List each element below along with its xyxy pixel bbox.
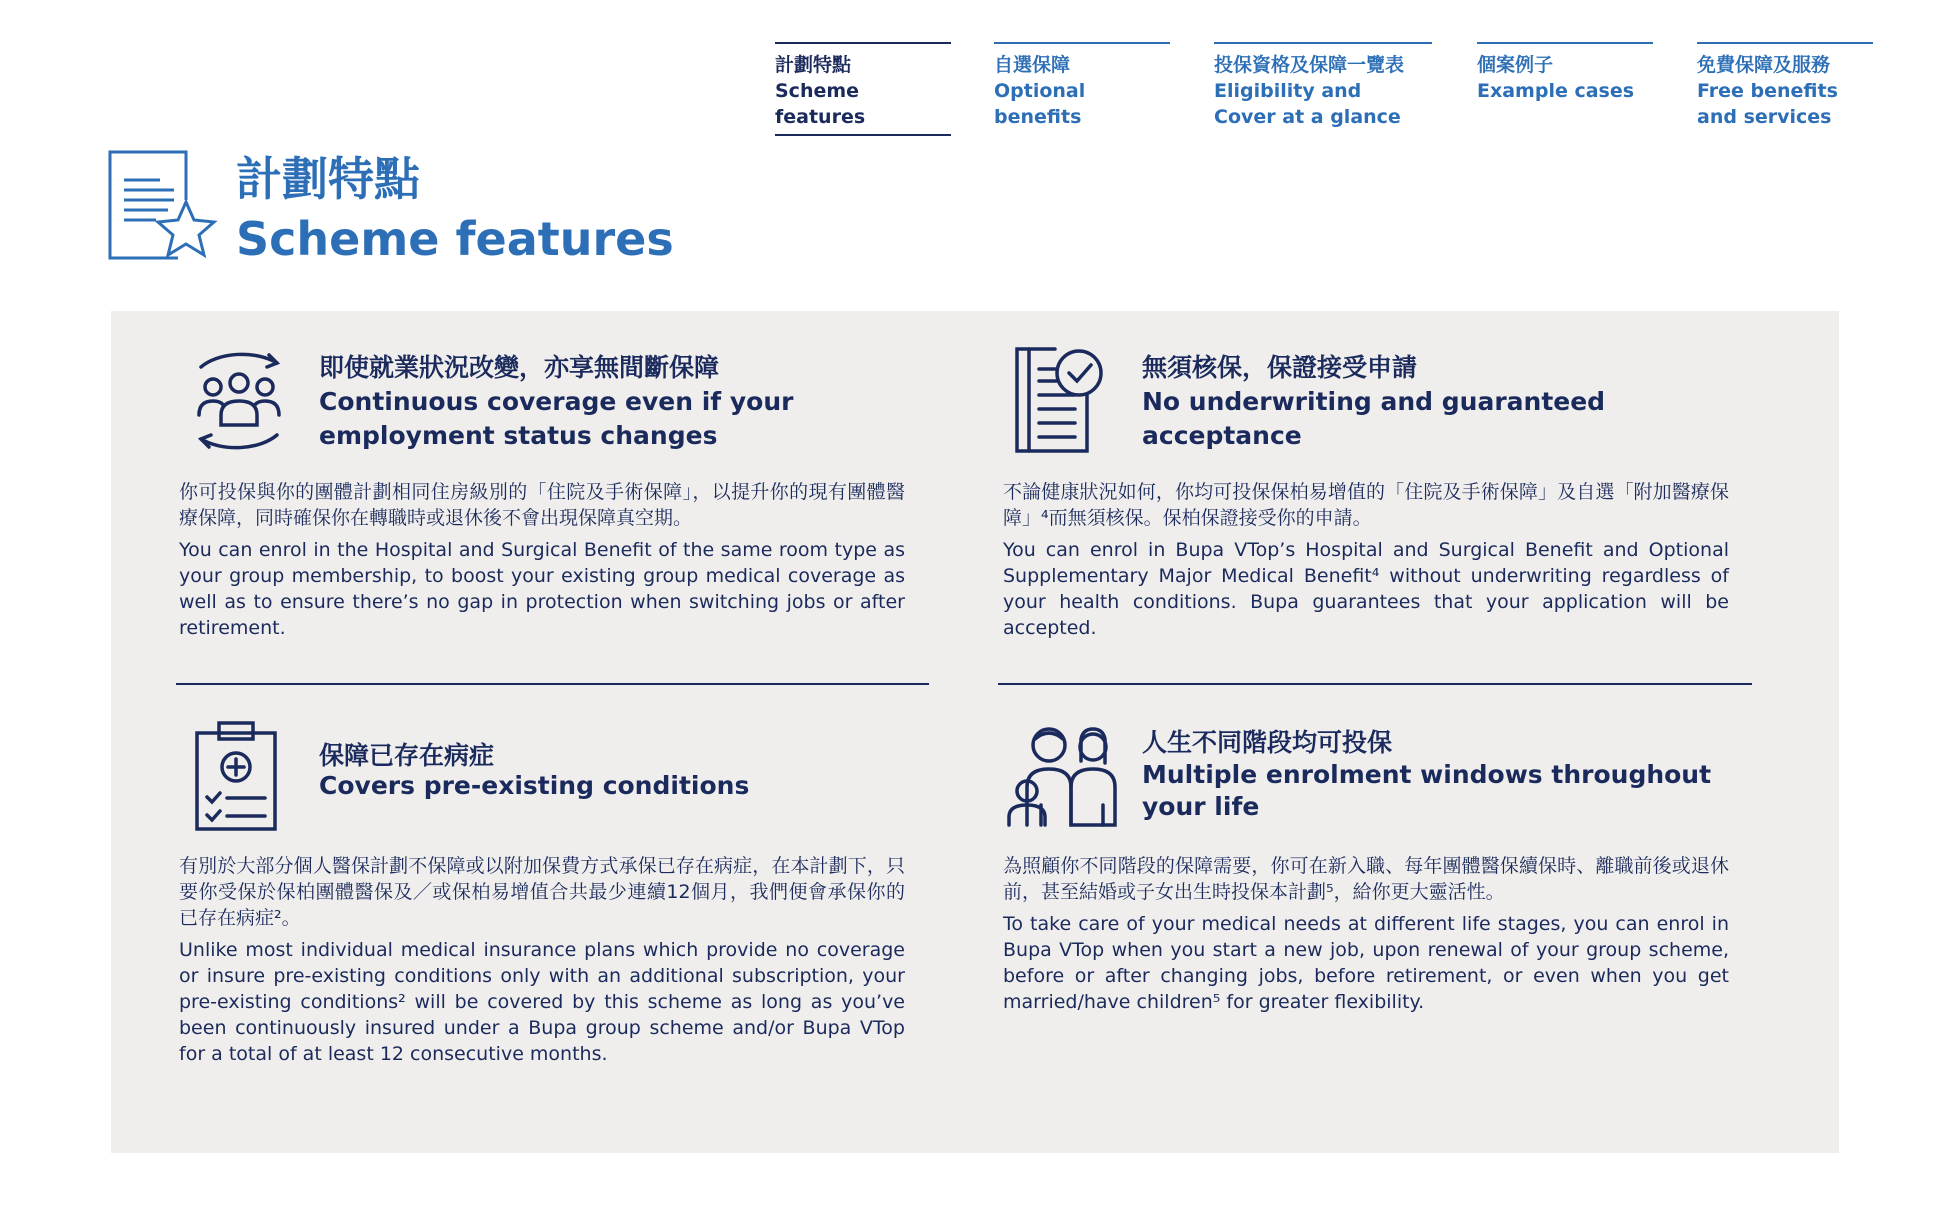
checklist-approved-icon (1015, 347, 1111, 461)
nav-tab-eligibility[interactable] (1214, 42, 1432, 130)
feature-heading (319, 741, 879, 801)
medical-clipboard-icon (195, 721, 279, 837)
feature-body (1003, 479, 1729, 641)
nav-tab-example-cases[interactable] (1477, 42, 1653, 104)
feature-heading (1142, 351, 1702, 453)
feature-body-en: To take care of your medical needs at different life stages, you can enrol in Bupa VTop when you start a new job, upon renewal of your group scheme, before or after changing jobs, before retirement, or even when you get married/have children⁵ for greater flexibility. (1003, 913, 1729, 1013)
nav-tab-label-en: Optional benefits (994, 80, 1086, 128)
nav-tab-label-zh: 投保資格及保障一覽表 (1214, 54, 1405, 76)
feature-body-zh: 有別於大部分個人醫保計劃不保障或以附加保費方式承保已存在病症，在本計劃下，只要你受保於保柏團體醫保及／或保柏易增值合共最少連續12個月，我們便會承保你的已存在病症²。 (179, 855, 905, 929)
feature-body (179, 853, 905, 1067)
section-divider (176, 683, 929, 685)
document-star-icon (108, 150, 220, 268)
nav-tab-label-zh: 個案例子 (1477, 54, 1554, 76)
nav-tab-label-en: Scheme features (775, 80, 866, 128)
family-icon (1007, 725, 1123, 833)
nav-tab-label-en: Eligibility and Cover at a glance (1214, 80, 1401, 128)
feature-heading-en: Continuous coverage even if your employment status changes (319, 387, 794, 450)
nav-tab-scheme-features[interactable] (775, 42, 951, 136)
feature-body-en: Unlike most individual medical insurance plans which provide no coverage or insure pre-existing conditions only with an additional subscription, your pre-existing conditions² will be covered by this scheme as long as you’ve been continuously insured under a Bupa group scheme and/or Bupa VTop for a total of at least 12 consecutive months. (179, 939, 905, 1065)
feature-heading-zh: 即使就業狀況改變，亦享無間斷保障 (319, 353, 720, 382)
nav-tab-label-en: Free benefits and services (1697, 80, 1838, 128)
nav-tab-label-zh: 計劃特點 (775, 54, 852, 76)
nav-tab-label-zh: 免費保障及服務 (1697, 54, 1831, 76)
feature-body (179, 479, 905, 641)
feature-body-zh: 不論健康狀況如何，你均可投保保柏易增值的「住院及手術保障」及自選「附加醫療保障」⁴而無須核保。保柏保證接受你的申請。 (1003, 481, 1729, 529)
page-title-en: Scheme features (236, 212, 674, 266)
feature-body (1003, 853, 1729, 1015)
nav-tab-label-en: Example cases (1477, 80, 1635, 102)
people-cycle-icon (191, 343, 287, 463)
feature-body-en: You can enrol in Bupa VTop’s Hospital and Surgical Benefit and Optional Supplementary Major Medical Benefit⁴ without underwriting regardless of your health conditions. Bupa guarantees that your application will be accepted. (1003, 539, 1729, 639)
feature-body-en: You can enrol in the Hospital and Surgical Benefit of the same room type as your group membership, to boost your existing group medical coverage as well as to ensure there’s no gap in protection when switching jobs or after retirement. (179, 539, 905, 639)
feature-heading (319, 351, 879, 453)
features-panel (111, 311, 1839, 1153)
page-title-zh: 計劃特點 (236, 152, 420, 206)
feature-heading (1142, 727, 1742, 823)
nav-tab-optional-benefits[interactable] (994, 42, 1170, 130)
feature-heading-zh: 保障已存在病症 (319, 741, 495, 770)
nav-tab-label-zh: 自選保障 (994, 54, 1071, 76)
feature-heading-en: Multiple enrolment windows throughout your life (1142, 760, 1712, 821)
nav-tab-free-benefits[interactable] (1697, 42, 1873, 130)
section-divider (998, 683, 1752, 685)
feature-heading-zh: 無須核保，保證接受申請 (1142, 353, 1418, 382)
feature-heading-en: Covers pre-existing conditions (319, 771, 750, 800)
feature-body-zh: 為照顧你不同階段的保障需要，你可在新入職、每年團體醫保續保時、離職前後或退休前，甚至結婚或子女出生時投保本計劃⁵，給你更大靈活性。 (1003, 855, 1729, 903)
feature-heading-zh: 人生不同階段均可投保 (1142, 728, 1393, 757)
feature-body-zh: 你可投保與你的團體計劃相同住房級別的「住院及手術保障」，以提升你的現有團體醫療保障，同時確保你在轉職時或退休後不會出現保障真空期。 (179, 481, 905, 529)
feature-heading-en: No underwriting and guaranteed acceptance (1142, 387, 1606, 450)
